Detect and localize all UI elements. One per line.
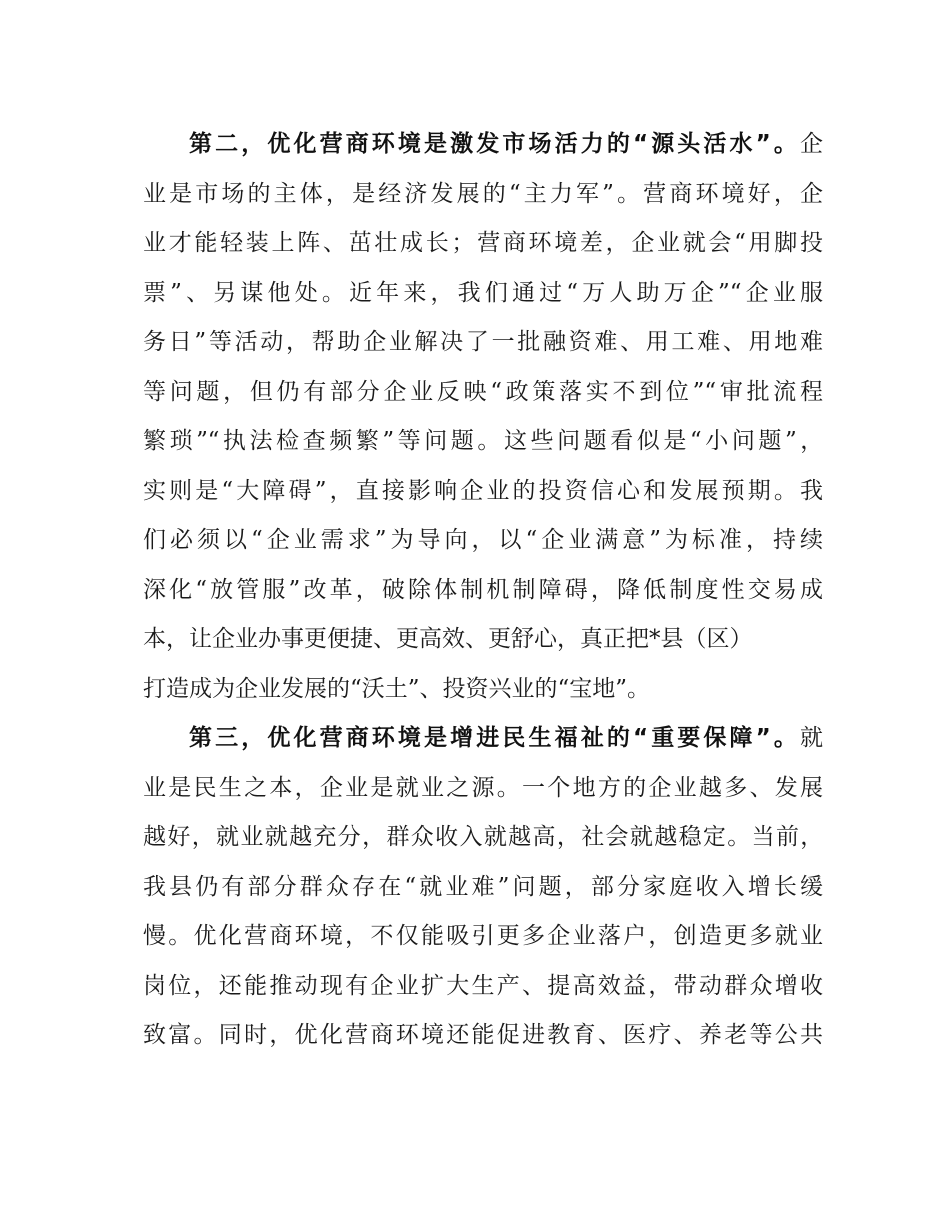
text-line: 实则是“大障碍”，直接影响企业的投资信心和发展预期。我: [143, 477, 823, 504]
text-line: 岗位，还能推动现有企业扩大生产、提高效益，带动群众增收: [143, 972, 823, 999]
text-line: 务日”等活动，帮助企业解决了一批融资难、用工难、用地难: [143, 329, 823, 355]
text-line: 业是市场的主体，是经济发展的“主力军”。营商环境好，企: [143, 180, 823, 207]
text-line: 打造成为企业发展的“沃土”、投资兴业的“宝地”。: [143, 675, 651, 702]
paragraph-second: [143, 120, 823, 714]
text-line: 繁琐”“执法检查频繁”等问题。这些问题看似是“小问题”，: [143, 428, 823, 454]
text-line: 本，让企业办事更便捷、更高效、更舒心，真正把*县（区）: [143, 626, 753, 652]
text-line: 我县仍有部分群众存在“就业难”问题，部分家庭收入增长缓: [143, 873, 823, 900]
paragraph-lead-heading: 第二，优化营商环境是激发市场活力的“源头活水”。: [189, 131, 800, 157]
paragraph-first-line: [143, 120, 823, 170]
text-line: 企: [800, 131, 823, 157]
text-line: 们必须以“企业需求”为导向，以“企业满意”为标准，持续: [143, 527, 823, 553]
text-line: 等问题，但仍有部分企业反映“政策落实不到位”“审批流程: [143, 378, 823, 405]
paragraph-third: [143, 714, 823, 1061]
text-line: 慢。优化营商环境，不仅能吸引更多企业落户，创造更多就业: [143, 923, 823, 949]
text-line: 票”、另谋他处。近年来，我们通过“万人助万企”“企业服: [143, 279, 823, 306]
text-line: 深化“放管服”改革，破除体制机制障碍，降低制度性交易成: [143, 576, 823, 603]
text-line: 致富。同时，优化营商环境还能促进教育、医疗、养老等公共: [143, 1022, 823, 1048]
paragraph-first-line: [143, 714, 823, 764]
text-line: 业才能轻装上阵、茁壮成长；营商环境差，企业就会“用脚投: [143, 230, 823, 256]
paragraph-lead-heading: 第三，优化营商环境是增进民生福祉的“重要保障”。: [189, 725, 800, 751]
text-line: 越好，就业就越充分，群众收入就越高，社会就越稳定。当前，: [143, 824, 823, 850]
text-line: 业是民生之本，企业是就业之源。一个地方的企业越多、发展: [143, 774, 823, 801]
text-line: 就: [800, 725, 823, 751]
